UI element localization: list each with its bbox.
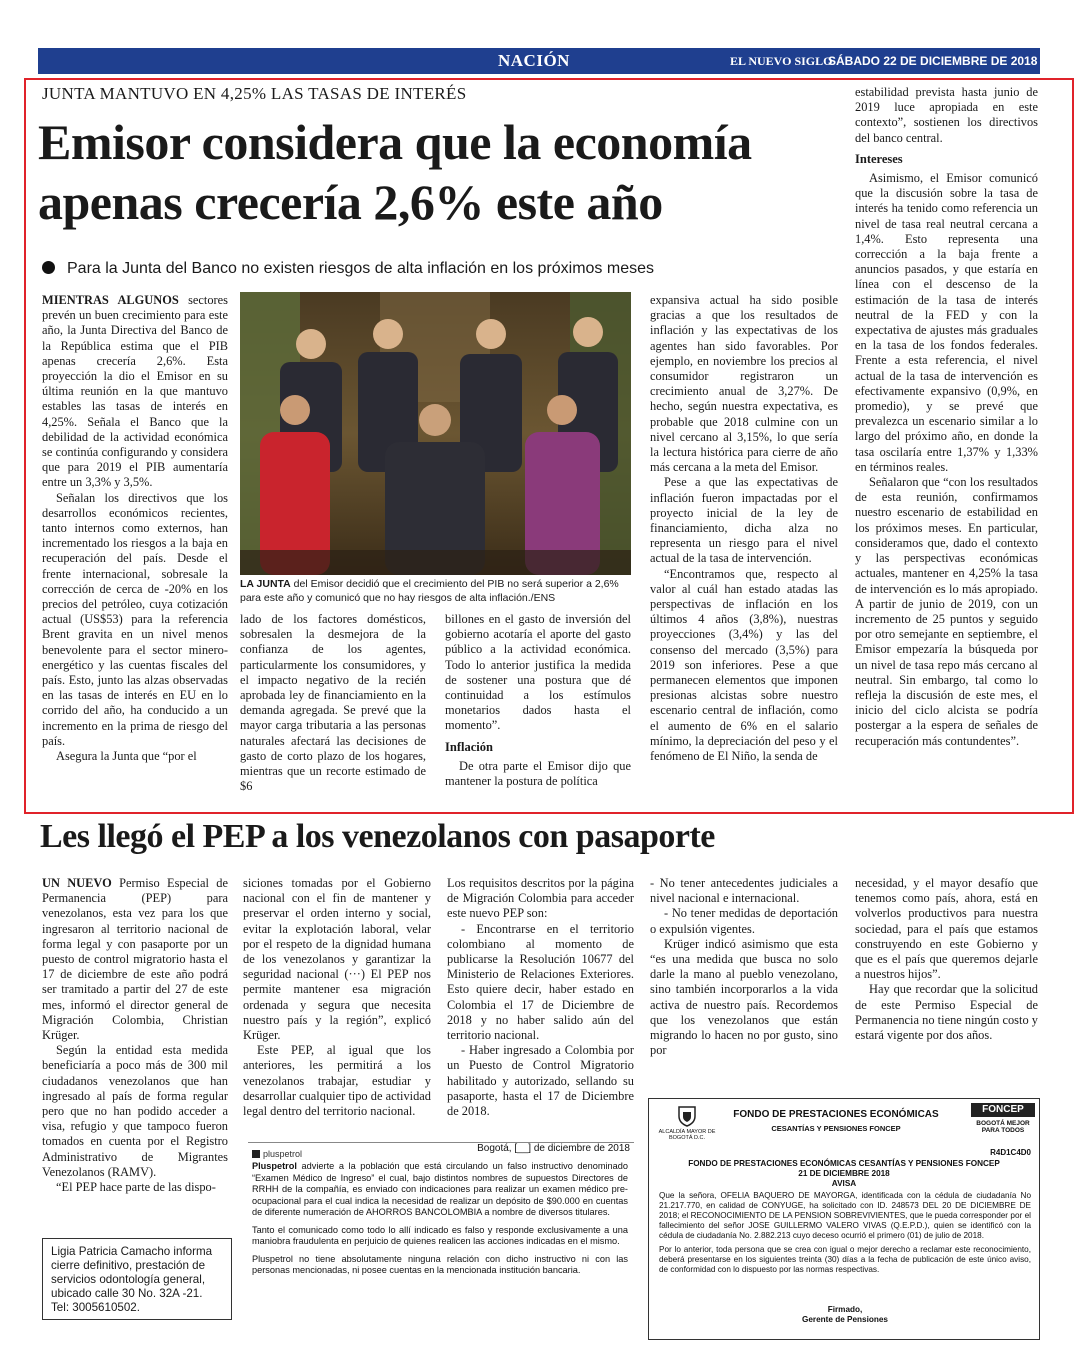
paragraph: De otra parte el Emisor dijo que mantener la postura de política	[445, 758, 631, 789]
headline-line-1: Emisor considera que la economía	[38, 114, 752, 170]
article2-column-1	[42, 876, 228, 1195]
notice-paragraph: Tanto el comunicado como todo lo allí indicado es falso y responde exclusivamente a una maniobra fraudulenta en perjuicio de quienes realicen las acciones indicadas en el mismo.	[252, 1224, 628, 1246]
board-members-image	[240, 292, 631, 575]
lead-in: MIENTRAS ALGUNOS	[42, 293, 179, 307]
paragraph: Krüger indicó asimismo que esta “es una medida que busca no solo darle la mano al pueblo venezolano, sino también incorporarlos a la vida activa de nuestro país. Recordemos que los venezolanos que están migrando lo hacen no por gusto, sino por	[650, 936, 838, 1058]
article1-column-2	[240, 612, 426, 794]
paragraph: siciones tomadas por el Gobierno nacional con el fin de mantener y preservar el orden interno y social, evitar la explotación laboral, velar por el respeto de la dignidad humana de los venezolanos y garantizar la seguridad nacional (···) El PEP nos permite mantener esa migración ordenada y segura que necesita nuestro país y la región”, explicó Krüger.	[243, 876, 431, 1043]
dek-text: Para la Junta del Banco no existen riesgos de alta inflación en los próximos meses	[67, 260, 654, 277]
paragraph: Los requisitos descritos por la página de Migración Colombia para acceder este nuevo PEP son:	[447, 876, 634, 921]
notice-lead: Pluspetrol	[252, 1161, 297, 1171]
paragraph: estabilidad prevista hasta junio de 2019 luce apropiada en este contexto”, sostienen los directivos del banco central.	[855, 85, 1038, 145]
paragraph: - No tener antecedentes judiciales a nivel nacional e internacional.	[650, 876, 838, 906]
paragraph: Asimismo, el Emisor comunicó que la discusión sobre la tasa de interés ha tenido como referencia un nivel de tasa real neutral cercana a 1,4%. Esto representa una corrección a la baja frente a anuncios pasados, y que estaría en línea con el descenso de la estimación de la tasa de interés neutral de la FED y con la expectativa de ajustes más graduales en la tasa de los fondos federales. Frente a esta referencia, el nivel actual de la tasa de intervención es efectivamente expansivo (0,9%, en promedio), y se prevé que prevalezca un escenario similar a lo largo del próximo año, en donde la tasa oscilaría entre 1,37% y 1,33% en términos reales.	[855, 171, 1038, 474]
subhead: Intereses	[855, 151, 903, 166]
bogota-shield-icon	[676, 1105, 698, 1127]
article1-column-5	[855, 85, 1038, 749]
caption-text: del Emisor decidió que el crecimiento del PIB no será superior a 2,6% para este año y comunicó que no hay riesgos de alta inflación./ENS	[240, 578, 619, 604]
caption-lead: LA JUNTA	[240, 578, 291, 590]
paragraph: Señalan los directivos que los desarrollos económicos recientes, tanto internos como externos, han incrementado los riesgos a la baja en recuperación del país. Desde el frente internacional, sobresale la corrección de cerca de -20% en los precios del petróleo, cuya cotización actual (US$53) para la referencia Brent gravita en un nivel menos benevolente para el sector minero-energético y las cuentas fiscales del país. Esto, junto las alzas observadas en las tasas de interés en EU en lo corrido del año, ha conducido a un incremento en la prima de riesgo del país.	[42, 490, 228, 748]
paragraph: lado de los factores domésticos, sobresalen la desmejora de la confianza de los agentes, particularmente los consumidores, y el impacto negativo de la recién aprobada ley de financiamiento en la demanda agregada. Se prevé que la mayor carga tributaria a las personas naturales afectará las decisiones de gasto de corto plazo de los hogares, mientras que un recorte estimado de $6	[240, 612, 426, 794]
paragraph: expansiva actual ha sido posible gracias a que los resultados de inflación y las expectativas de los agentes han sido favorables. Por ejemplo, en noviembre los precios al consumidor registraron un crecimiento anual de 3,27%. De hecho, según nuestra expectativa, es probable que 2018 culmine con un nivel cercano al 3,15%, lo que sería la lectura histórica para cierre de año más cercana a la meta del Emisor.	[650, 293, 838, 475]
pluspetrol-logo-icon	[252, 1150, 260, 1158]
subhead: Inflación	[445, 739, 493, 754]
signature-line: Firmado,	[827, 1305, 863, 1314]
paragraph: Señalaron que “con los resultados de esta reunión, confirmamos nuestro escenario de estabilidad en los próximos meses. En particular, consideramos que, dado el contexto y las perspectivas económicas actuales, mantener en 4,25% la tasa de intervención es lo más apropiado. A partir de junio de 2019, con un incremento de 25 puntos y seguido por otro semejante en septiembre, el Emisor empezaría la búsqueda por un nivel de tasa repo más cercano al neutral. Sin embargo, tal como lo refleja la discusión de este mes, el inicio del ciclo alcista se podría postergar a la espera de señales de recuperación más contundentes”.	[855, 475, 1038, 748]
newspaper-name: EL NUEVO SIGLO	[730, 54, 833, 68]
bogota-mejor-logo: BOGOTÁ MEJOR PARA TODOS	[976, 1119, 1030, 1134]
paragraph: sectores prevén un buen crecimiento para este año, la Junta Directiva del Banco de la República estima que el PIB apenas crecería 2,6%. Esta proyección la dio el Emisor en su última reunión en la que mantuvo estables las tasas de interés en 4,25%. Señala el Banco que la debilidad de la actividad económica se continúa configurando y considera que para 2019 el PIB aumentaría entre un 3,3% y 3,5%.	[42, 293, 228, 490]
article1-column-3	[445, 612, 631, 789]
issue-date: SÁBADO 22 DE DICIEMBRE DE 2018	[828, 54, 1038, 68]
paragraph: - Haber ingresado a Colombia por un Puesto de Control Migratorio habilitado y autorizado, sellando su pasaporte, hasta el 17 de Diciembre de 2018.	[447, 1043, 634, 1119]
foncep-notice	[648, 1098, 1040, 1340]
foncep-logo-text: FONCEP	[971, 1103, 1035, 1117]
seal-text: ALCALDÍA MAYOR DE BOGOTÁ D.C.	[658, 1129, 716, 1141]
article2-column-2	[243, 876, 431, 1119]
bogota-seal	[657, 1105, 717, 1141]
section-header-bar	[38, 48, 1078, 74]
notice-dateline: Bogotá, [__] de diciembre de 2018	[477, 1143, 630, 1154]
heading-line: FONDO DE PRESTACIONES ECONÓMICAS CESANTÍAS Y PENSIONES FONCEP	[688, 1159, 1000, 1168]
paragraph: Según la entidad esta medida beneficiaría a poco más de 300 mil ciudadanos venezolanos que han ingresado al país de forma regular pero que no han podido acceder a visa, refugio y que tampoco fueron tomados en cuenta por el Registro Administrativo de Migrantes Venezolanos (RAMV).	[42, 1043, 228, 1179]
bullet-icon	[42, 261, 55, 274]
article-kicker: JUNTA MANTUVO EN 4,25% LAS TASAS DE INTERÉS	[42, 84, 467, 103]
paragraph: - Encontrarse en el territorio colombiano al momento de publicarse la Resolución 10677 del Ministerio de Relaciones Exteriores. Esto quiere decir, haber estado en Colombia el 17 de Diciembre de 2018 y no haber salido aún del territorio nacional.	[447, 921, 634, 1043]
lead-in: UN NUEVO	[42, 876, 112, 890]
paragraph: Pese a que las expectativas de inflación fueron impactadas por el proyecto inicial de la ley de financiamiento, dicha alza no representa un riesgo para el nivel actual de la tasa de intervención.	[650, 475, 838, 566]
board-photo	[240, 292, 631, 575]
notice-title: FONDO DE PRESTACIONES ECONÓMICAS	[733, 1109, 939, 1120]
notice-code: R4D1C4D0	[990, 1148, 1031, 1157]
notice-subtitle: CESANTÍAS Y PENSIONES FONCEP	[771, 1124, 901, 1133]
pluspetrol-logo	[252, 1149, 302, 1161]
foncep-logo	[971, 1103, 1035, 1134]
signature-line: Gerente de Pensiones	[801, 1315, 888, 1324]
pluspetrol-notice	[248, 1142, 634, 1343]
article-dek	[42, 260, 822, 278]
paragraph: necesidad, y el mayor desafío que tenemos como país, ahora, está en volverlos productivos para nuestra sociedad, para el país que estamos construyendo en este Gobierno y que es el país que queremos dejarle a nuestros hijos”.	[855, 876, 1038, 982]
classified-ad: Ligia Patricia Camacho informa cierre definitivo, prestación de servicios odontología general, ubicado calle 30 No. 32A -21. Tel: 3005610502.	[42, 1238, 232, 1320]
paragraph: billones en el gasto de inversión del gobierno acotaría el aporte del gasto público a la actividad económica. Todo lo anterior justifica la medida de sostener una postura que dé continuidad a los estímulos monetarios dados hasta el momento”.	[445, 612, 631, 733]
headline-line-2: apenas crecería 2,6% este año	[38, 174, 663, 230]
article2-headline: Les llegó el PEP a los venezolanos con pasaporte	[40, 818, 715, 855]
article2-column-4	[650, 876, 838, 1058]
paragraph: “El PEP hace parte de las dispo-	[56, 1180, 216, 1195]
article2-column-3	[447, 876, 634, 1119]
heading-line: 21 DE DICIEMBRE 2018	[798, 1169, 890, 1178]
notice-paragraph: advierte a la población que está circulando un falso instructivo denominado “Examen Médico de Ingreso” el cual, bajo distintos nombres de supuestos Directores de RRHH de la compañía, es enviado con indicaciones para realizar un examen médico pre-ocupacional para el cual indica la necesidad de realizar un depósito de $90.000 en cuentas de diferente numeración de AHORROS BANCOLOMBIA a nombre de diversos titulares.	[252, 1161, 628, 1217]
paragraph: - No tener medidas de deportación o expulsión vigentes.	[650, 906, 838, 936]
notice-heading	[659, 1159, 1029, 1189]
paragraph: Este PEP, al igual que los anteriores, les permitirá a los venezolanos trabajar, estudiar y desarrollar cualquier tipo de actividad legal dentro del territorio nacional.	[243, 1043, 431, 1119]
paragraph: Hay que recordar que la solicitud de este Permiso Especial de Permanencia no tiene ningún costo y estará vigente por dos años.	[855, 982, 1038, 1043]
notice-paragraph: Pluspetrol no tiene absolutamente ninguna relación con dicho instructivo ni con las personas mencionadas, ni posee cuentas en la mencionada institución bancaria.	[252, 1253, 628, 1275]
page-number: 19A	[1043, 49, 1078, 70]
article1-column-4	[650, 293, 838, 764]
logo-text: pluspetrol	[263, 1149, 303, 1159]
paragraph: Permiso Especial de Permanencia (PEP) para venezolanos, esta vez para los que ingresaron al territorio nacional de forma legal y con pasaporte por un puesto de control migratorio hasta el 17 de diciembre de este año podrá ser tramitado a partir del 27 de este mes, informó el director general de Migración Colombia, Christian Krüger.	[42, 876, 228, 1043]
notice-paragraph: Por lo anterior, toda persona que se crea con igual o mejor derecho a reclamar este reconocimiento, deberá presentarse en los siguientes treinta (30) días a la fecha de publicación de este único aviso, de conformidad con lo dispuesto por las normas respectivas.	[659, 1245, 1031, 1274]
paragraph: Asegura la Junta que “por el	[56, 749, 197, 764]
section-name: NACIÓN	[498, 51, 570, 70]
article1-column-1	[42, 293, 228, 764]
notice-signature	[659, 1305, 1031, 1325]
photo-caption	[240, 577, 631, 605]
notice-paragraph: Que la señora, OFELIA BAQUERO DE MAYORGA, identificada con la cédula de ciudadanía No 21.217.770, en calidad de CONYUGE, ha solicitado con ID. 248573 DEL 20 DE DICIEMBRE DE 2018; el RECONOCIMIENTO DE LA PENSION SOBREVIVIENTES, que le pueda corresponder por el fallecimiento del señor JOSE GUILLERMO VALERO VIVAS (Q.E.P.D.), quien se identificó con la cédula de ciudadanía No. 2.882.213 cuyo deceso ocurrió el primero (01) de julio de 2018.	[659, 1191, 1031, 1240]
article-headline	[38, 112, 838, 232]
notice-body	[659, 1191, 1031, 1275]
notice-body	[252, 1161, 628, 1277]
article2-column-5	[855, 876, 1038, 1043]
paragraph: “Encontramos que, respecto al valor al cuál han estado atadas las perspectivas de inflación en los últimos 4 años (3,8%), nuestras proyecciones (3,4%) y las del consenso del mercado (3,5%) para 2019 son inferiores. Pese a que permanecen elementos que imponen presionas alcistas sobre nuestro escenario central de inflación, como el aumento de 6% en el salario mínimo, la depreciación del peso y el fenómeno de El Niño, la senda de	[650, 566, 838, 764]
heading-line: AVISA	[831, 1179, 857, 1188]
